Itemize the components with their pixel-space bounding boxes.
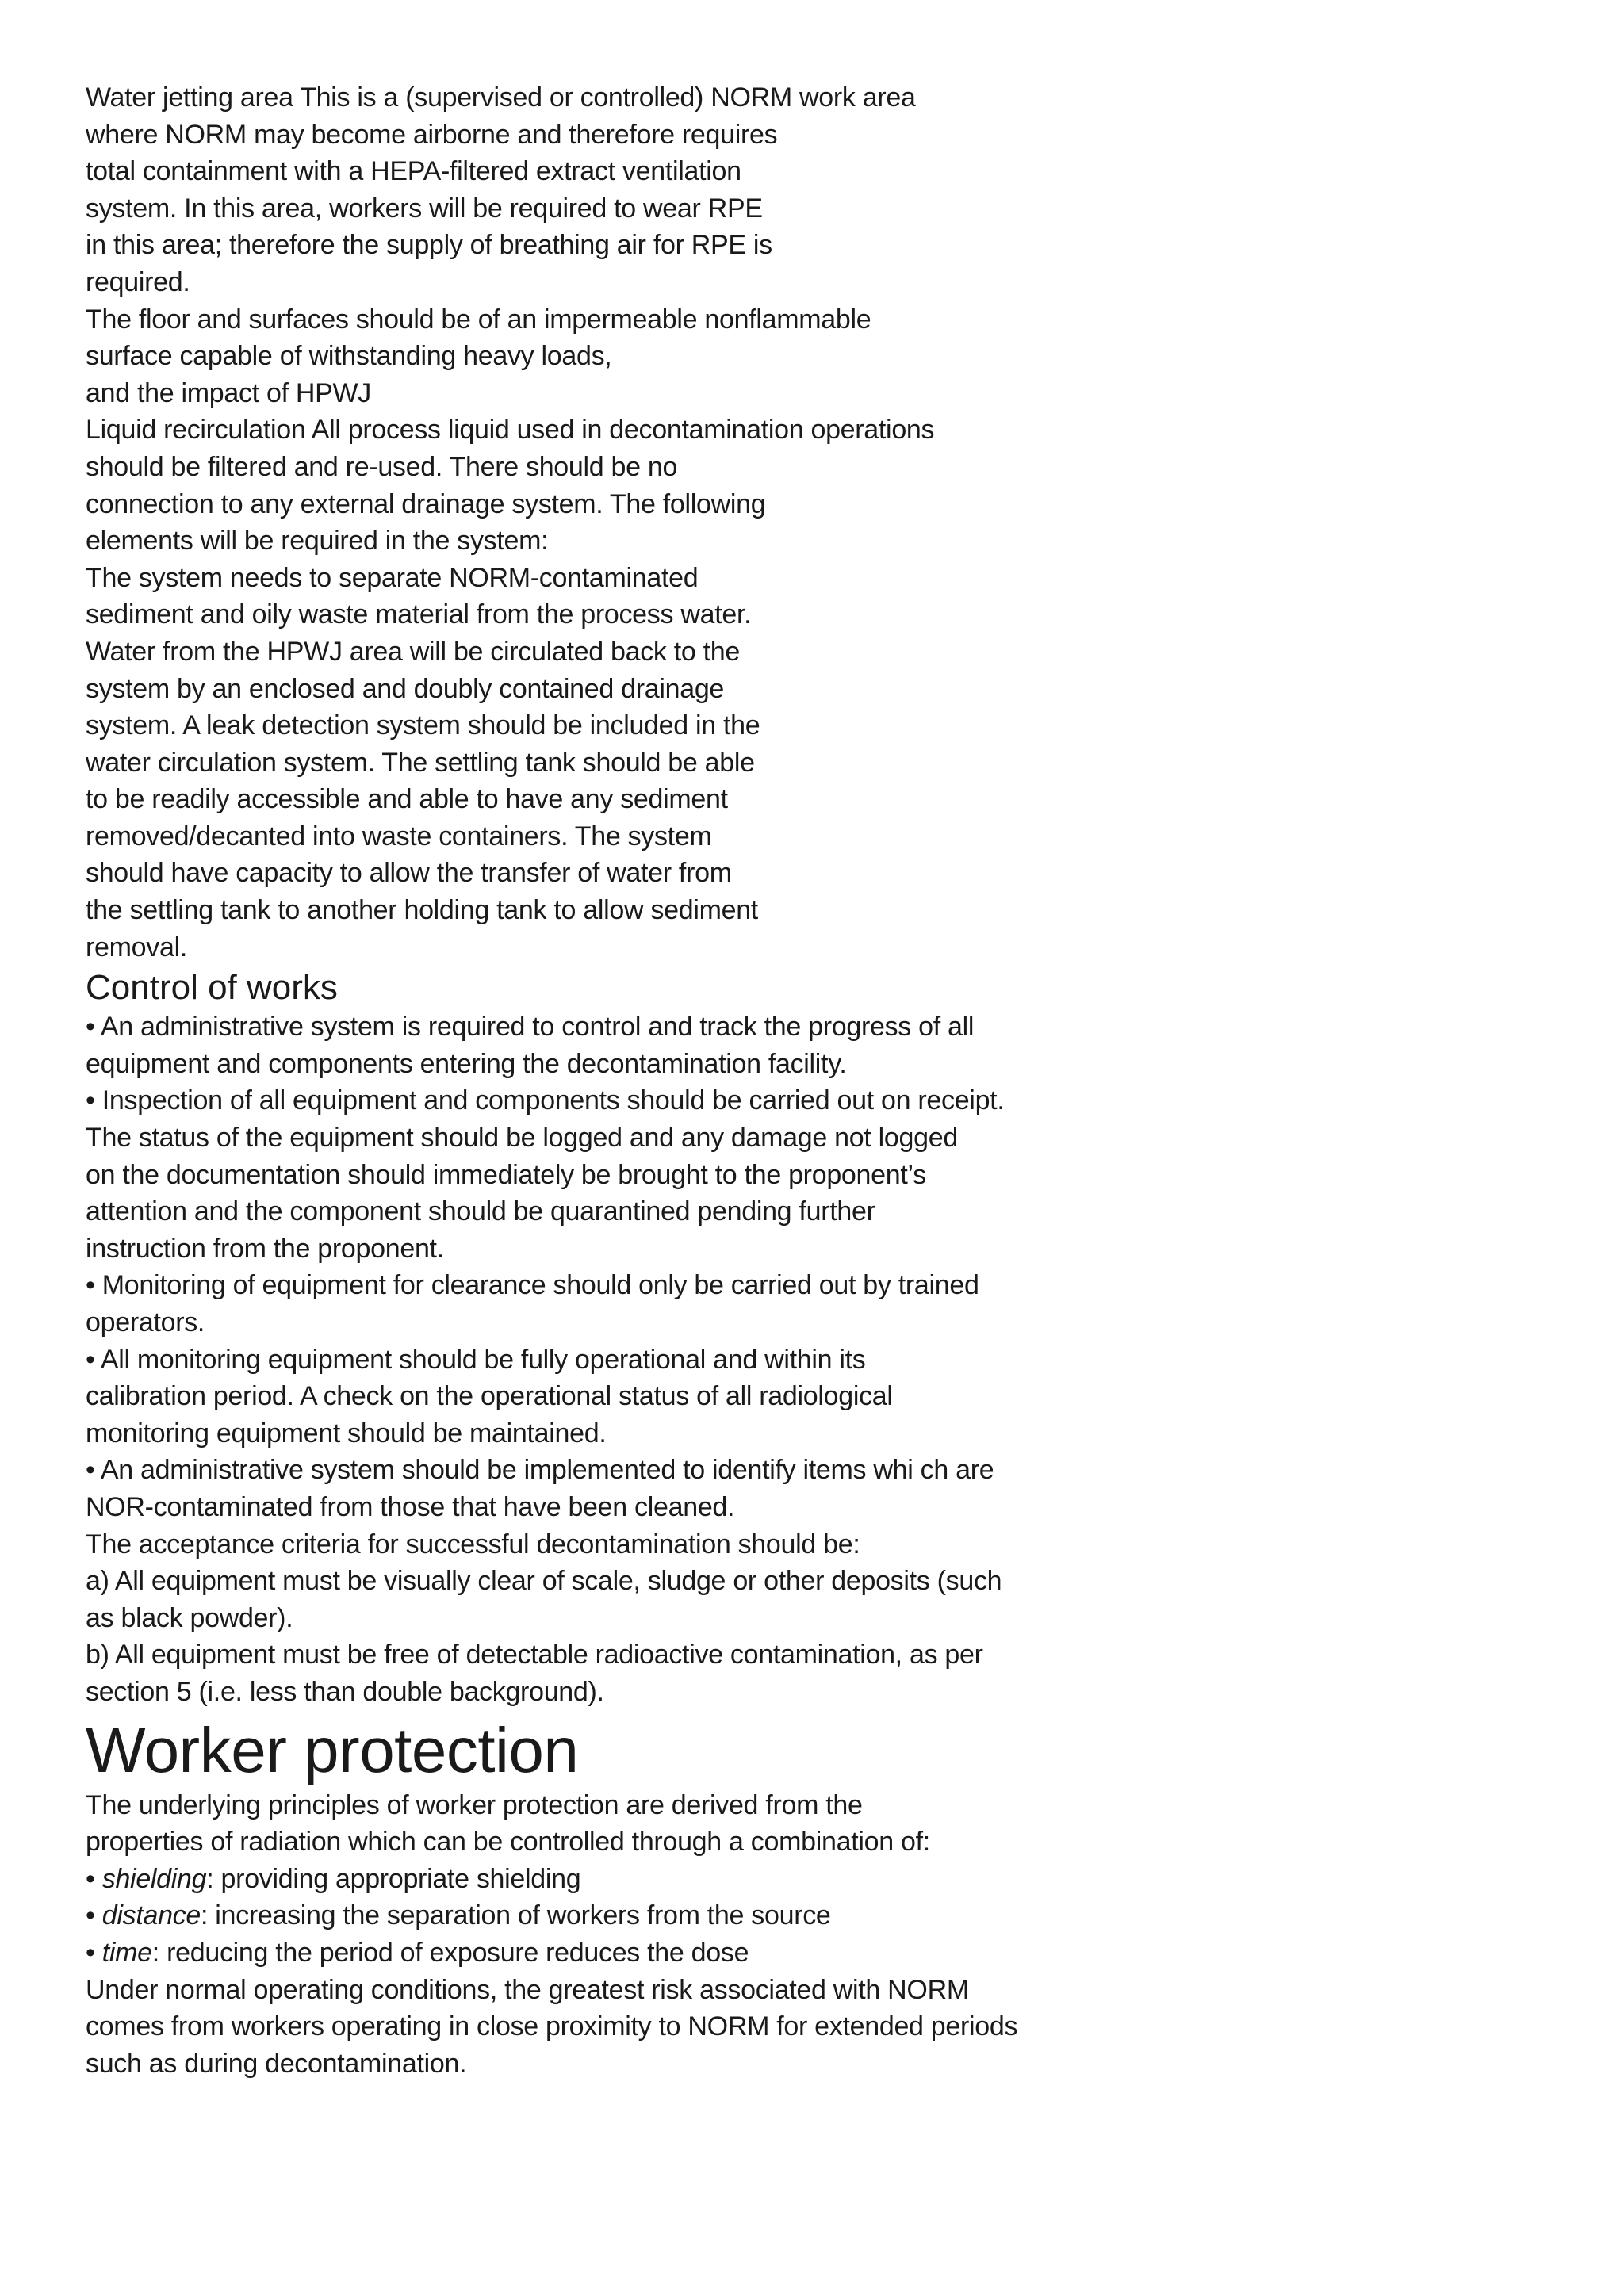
- text-line: connection to any external drainage system. The following: [86, 488, 766, 519]
- text-line: Water from the HPWJ area will be circulated back to the: [86, 636, 741, 667]
- text-line: instruction from the proponent.: [86, 1233, 444, 1264]
- text-line: monitoring equipment should be maintained.: [86, 1418, 607, 1448]
- text-line: and the impact of HPWJ: [86, 377, 371, 408]
- text-line: section 5 (i.e. less than double background).: [86, 1676, 604, 1707]
- bullet-item-shielding: [86, 1861, 1513, 1898]
- water-jetting-section: [86, 79, 1513, 966]
- text-line: Water jetting area This is a (supervised or controlled) NORM work area: [86, 82, 916, 113]
- text-line: surface capable of withstanding heavy loads,: [86, 341, 612, 372]
- text-line: should be filtered and re-used. There should be no: [86, 451, 678, 482]
- text-line: removal.: [86, 932, 187, 962]
- text-line: • Monitoring of equipment for clearance should only be carried out by trained: [86, 1270, 979, 1301]
- text-line: The system needs to separate NORM-contaminated: [86, 562, 699, 593]
- bullet-text: : increasing the separation of workers from the source: [201, 1900, 831, 1931]
- text-line: sediment and oily waste material from the process water.: [86, 599, 752, 630]
- bullet-item-time: [86, 1934, 1513, 1972]
- document-page: [86, 79, 1513, 2082]
- text-line: system. A leak detection system should be included in the: [86, 710, 760, 741]
- text-line: Liquid recirculation All process liquid used in decontamination operations: [86, 415, 935, 446]
- text-line: The floor and surfaces should be of an impermeable nonflammable: [86, 304, 871, 335]
- text-line: properties of radiation which can be controlled through a combination of:: [86, 1827, 930, 1858]
- bullet-term: distance: [102, 1900, 201, 1931]
- text-line: total containment with a HEPA-filtered extract ventilation: [86, 156, 741, 187]
- text-line: such as during decontamination.: [86, 2048, 467, 2079]
- text-line: system by an enclosed and doubly contained drainage: [86, 673, 725, 704]
- text-line: the settling tank to another holding tank to allow sediment: [86, 895, 758, 926]
- text-line: a) All equipment must be visually clear of scale, sludge or other deposits (such: [86, 1566, 1002, 1597]
- text-line: The acceptance criteria for successful decontamination should be:: [86, 1529, 860, 1559]
- text-line: The status of the equipment should be logged and any damage not logged: [86, 1123, 958, 1154]
- text-line: should have capacity to allow the transfer of water from: [86, 858, 732, 889]
- text-line: water circulation system. The settling tank should be able: [86, 747, 755, 778]
- text-line: NOR-contaminated from those that have been cleaned.: [86, 1491, 735, 1522]
- bullet-text: : reducing the period of exposure reduces the dose: [151, 1937, 749, 1968]
- text-line: attention and the component should be quarantined pending further: [86, 1196, 875, 1227]
- text-line: • Inspection of all equipment and components should be carried out on receipt.: [86, 1085, 1005, 1116]
- bullet-item-distance: [86, 1897, 1513, 1934]
- text-line: removed/decanted into waste containers. The system: [86, 821, 712, 851]
- text-line: The underlying principles of worker protection are derived from the: [86, 1789, 863, 1820]
- text-line: • An administrative system is required to control and track the progress of all: [86, 1012, 975, 1043]
- text-line: where NORM may become airborne and therefore requires: [86, 119, 778, 150]
- control-of-works-section: [86, 1008, 1513, 1710]
- text-line: • All monitoring equipment should be fully operational and within its: [86, 1344, 866, 1375]
- text-line: as black powder).: [86, 1602, 293, 1633]
- text-line: required.: [86, 266, 190, 297]
- text-line: calibration period. A check on the operational status of all radiological: [86, 1381, 893, 1412]
- text-line: on the documentation should immediately be brought to the proponent’s: [86, 1159, 926, 1190]
- bullet-prefix: •: [86, 1863, 102, 1894]
- bullet-term: shielding: [102, 1863, 207, 1894]
- text-line: to be readily accessible and able to have any sediment: [86, 784, 728, 815]
- worker-protection-section: [86, 1787, 1513, 2083]
- text-line: system. In this area, workers will be required to wear RPE: [86, 193, 763, 224]
- worker-protection-heading: Worker protection: [86, 1714, 579, 1785]
- text-line: elements will be required in the system:: [86, 526, 549, 557]
- text-line: comes from workers operating in close proximity to NORM for extended periods: [86, 2011, 1018, 2042]
- bullet-term: time: [102, 1937, 152, 1968]
- bullet-text: : providing appropriate shielding: [206, 1863, 581, 1894]
- control-of-works-heading: Control of works: [86, 968, 338, 1008]
- bullet-prefix: •: [86, 1900, 102, 1931]
- text-line: equipment and components entering the decontamination facility.: [86, 1048, 847, 1079]
- text-line: • An administrative system should be implemented to identify items whi ch are: [86, 1455, 994, 1486]
- text-line: operators.: [86, 1307, 205, 1337]
- text-line: b) All equipment must be free of detectable radioactive contamination, as per: [86, 1640, 983, 1670]
- text-line: Under normal operating conditions, the greatest risk associated with NORM: [86, 1974, 969, 2005]
- text-line: in this area; therefore the supply of breathing air for RPE is: [86, 230, 772, 261]
- bullet-prefix: •: [86, 1937, 102, 1968]
